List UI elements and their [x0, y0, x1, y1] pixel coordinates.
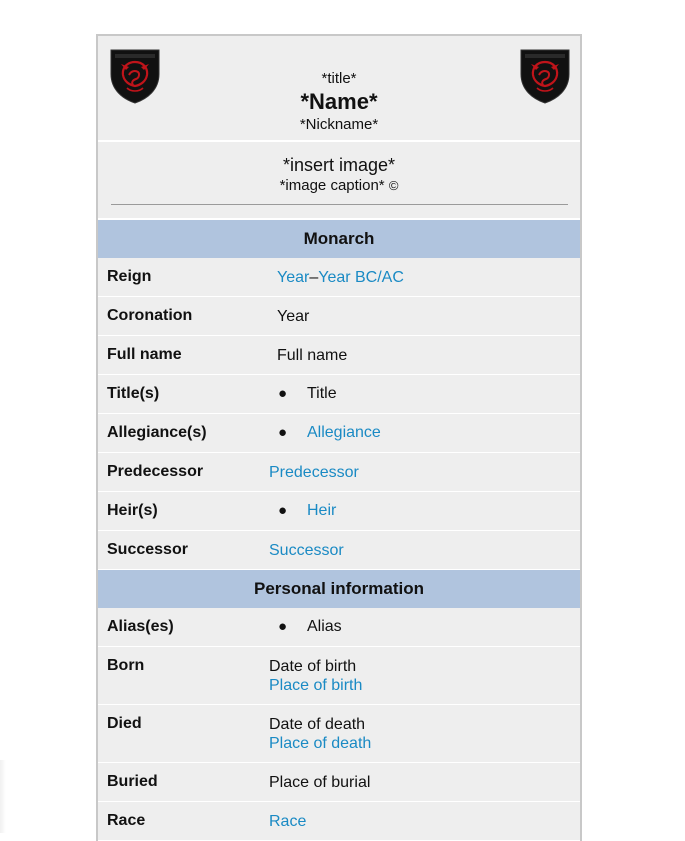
row-successor [98, 531, 580, 570]
character-name: *Name* [300, 89, 378, 114]
row-titles [98, 375, 580, 414]
row-heirs [98, 492, 580, 531]
row-label: Born [107, 657, 145, 674]
section-header-monarch: Monarch [98, 220, 580, 258]
bullet-icon: ● [278, 618, 288, 635]
row-full-name [98, 336, 580, 375]
reign-separator: – [309, 269, 319, 286]
successor-link[interactable]: Successor [269, 542, 344, 559]
date-of-death: Date of death [269, 716, 366, 733]
row-label: Coronation [107, 307, 193, 324]
row-label: Title(s) [107, 385, 160, 402]
coronation-value: Year [277, 308, 310, 325]
allegiance-link[interactable]: Allegiance [307, 424, 381, 441]
row-buried [98, 763, 580, 802]
place-of-death-link[interactable]: Place of death [269, 735, 372, 752]
row-label: Allegiance(s) [107, 424, 207, 441]
row-died [98, 705, 580, 763]
row-coronation [98, 297, 580, 336]
bullet-icon: ● [278, 385, 288, 402]
reign-value [277, 268, 404, 287]
bullet-icon: ● [278, 424, 288, 441]
race-link[interactable]: Race [269, 813, 307, 830]
title-value: Title [307, 385, 337, 402]
character-title: *title* [321, 70, 357, 87]
infobox-header [98, 36, 580, 142]
row-label: Reign [107, 268, 152, 285]
full-name-value: Full name [277, 347, 348, 364]
row-allegiances [98, 414, 580, 453]
alias-value: Alias [307, 618, 342, 635]
row-label: Buried [107, 773, 158, 790]
buried-value: Place of burial [269, 774, 371, 791]
left-edge-shadow [0, 760, 6, 833]
row-reign [98, 258, 580, 297]
image-block [98, 142, 580, 220]
born-value [269, 657, 362, 695]
row-label: Heir(s) [107, 502, 158, 519]
reign-start-link[interactable]: Year [277, 269, 310, 286]
row-aliases [98, 608, 580, 647]
died-value [269, 715, 371, 753]
row-label: Race [107, 812, 146, 829]
row-label: Predecessor [107, 463, 204, 480]
divider [111, 204, 568, 205]
image-caption-text: *image caption* [279, 177, 385, 194]
image-caption [98, 177, 580, 194]
row-label: Successor [107, 541, 188, 558]
row-predecessor [98, 453, 580, 492]
image-placeholder: *insert image* [282, 155, 396, 175]
section-header-personal: Personal information [98, 570, 580, 608]
row-born [98, 647, 580, 705]
reign-end-link[interactable]: Year BC/AC [318, 269, 404, 286]
predecessor-link[interactable]: Predecessor [269, 464, 359, 481]
row-race [98, 802, 580, 841]
bullet-icon: ● [278, 502, 288, 519]
character-infobox [96, 34, 582, 841]
date-of-birth: Date of birth [269, 658, 357, 675]
row-label: Alias(es) [107, 618, 174, 635]
character-nickname: *Nickname* [299, 116, 379, 133]
row-label: Full name [107, 346, 182, 363]
row-label: Died [107, 715, 142, 732]
heir-link[interactable]: Heir [307, 502, 337, 519]
copyright-icon: © [388, 178, 399, 193]
place-of-birth-link[interactable]: Place of birth [269, 677, 363, 694]
